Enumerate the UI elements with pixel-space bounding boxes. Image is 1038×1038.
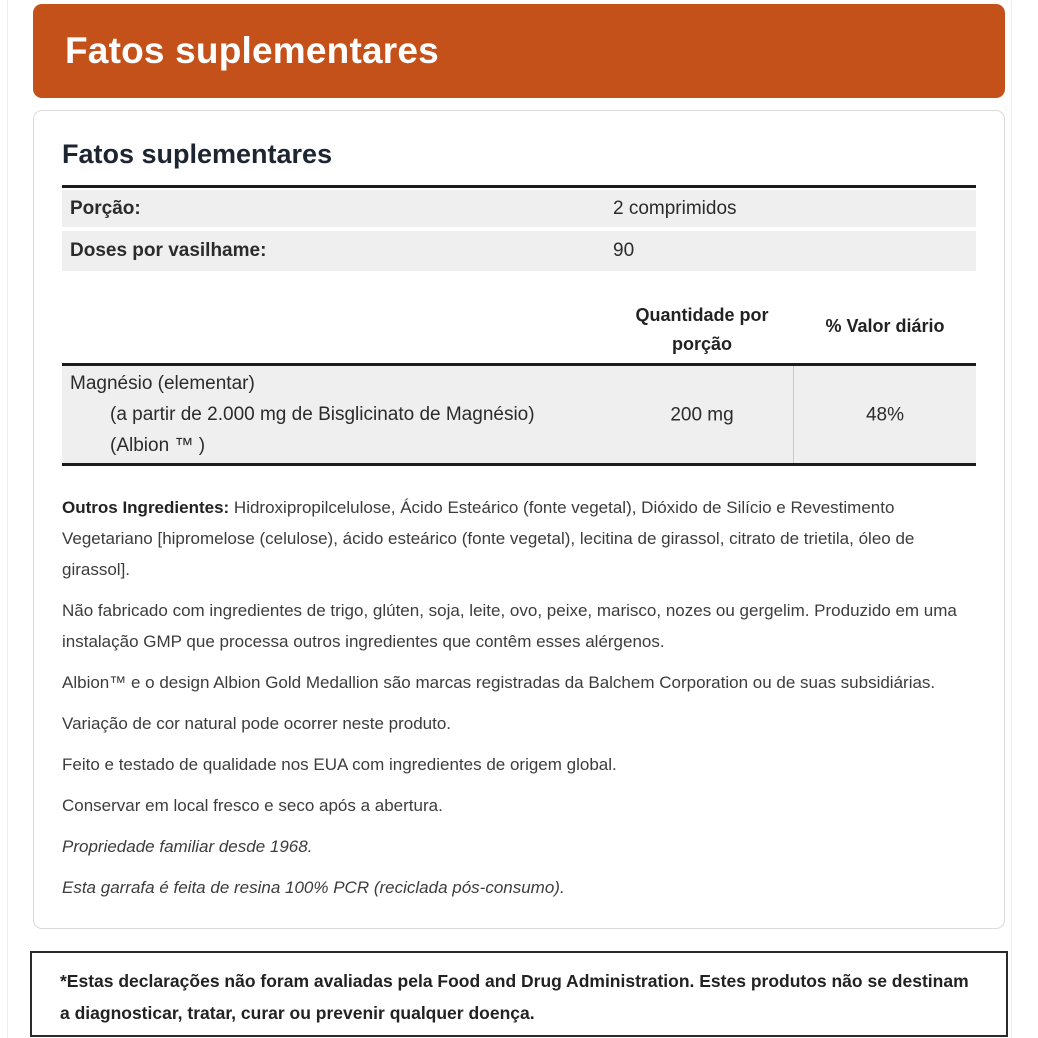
nutrient-daily-value: 48% <box>865 404 905 425</box>
panel-header <box>33 4 1005 98</box>
column-divider <box>793 366 794 463</box>
other-ingredients-label: Outros Ingredientes: <box>62 498 230 517</box>
allergen-paragraph: Não fabricado com ingredientes de trigo, glúten, soja, leite, ovo, peixe, marisco, nozes ou gergelim. Produzido em uma instalação GMP que processa outros ingredientes que contêm esses alérgenos. <box>62 601 957 651</box>
servings-per-container-value: 90 <box>613 240 635 261</box>
pcr-bottle-paragraph: Esta garrafa é feita de resina 100% PCR (reciclada pós-consumo). <box>62 878 565 897</box>
made-in-usa-paragraph: Feito e testado de qualidade nos EUA com ingredientes de origem global. <box>62 755 617 774</box>
family-owned-paragraph: Propriedade familiar desde 1968. <box>62 837 313 856</box>
storage-paragraph: Conservar em local fresco e seco após a abertura. <box>62 796 443 815</box>
serving-size-label: Porção: <box>70 197 141 219</box>
servings-per-container-label: Doses por vasilhame: <box>70 240 267 261</box>
nutrient-name-detail: (a partir de 2.000 mg de Bisglicinato de Magnésio) (Albion ™ ) <box>110 404 535 456</box>
supplement-facts-card <box>33 110 1005 929</box>
info-paragraphs <box>62 492 976 903</box>
serving-size-value: 2 comprimidos <box>613 197 737 219</box>
trademark-paragraph: Albion™ e o design Albion Gold Medallion são marcas registradas da Balchem Corporation ou de suas subsidiárias. <box>62 673 936 692</box>
nutrient-name: Magnésio (elementar) <box>70 373 255 394</box>
column-header-daily-value: % Valor diário <box>825 316 945 336</box>
fda-disclaimer-box <box>30 951 1008 1037</box>
fda-disclaimer-text: *Estas declarações não foram avaliadas pela Food and Drug Administration. Estes produtos não se destinam a diagnosticar, tratar, curar ou prevenir qualquer doença. <box>60 971 969 1023</box>
card-title: Fatos suplementares <box>62 139 333 169</box>
nutrient-amount: 200 mg <box>670 404 734 425</box>
serving-info-table <box>62 190 976 271</box>
divider-thick-top <box>62 185 976 188</box>
other-ingredients-paragraph <box>62 492 976 585</box>
table-row-magnesium <box>62 366 976 463</box>
other-ingredients-text: Hidroxipropilcelulose, Ácido Esteárico (fonte vegetal), Dióxido de Silício e Revestimento Vegetariano [hipromelose (celulose), ácido esteárico (fonte vegetal), lecitina de girassol, citrato de trietila, óleo de girassol]. <box>62 498 915 579</box>
table-row-serving-size <box>62 190 976 227</box>
nutrient-column-headers <box>62 301 976 363</box>
color-variation-paragraph: Variação de cor natural pode ocorrer neste produto. <box>62 714 452 733</box>
table-row-servings-per-container <box>62 231 976 271</box>
panel-header-title: Fatos suplementares <box>65 30 439 71</box>
divider-thick-bottom <box>62 463 976 466</box>
column-header-amount-per-serving: Quantidade por porção <box>635 305 769 354</box>
